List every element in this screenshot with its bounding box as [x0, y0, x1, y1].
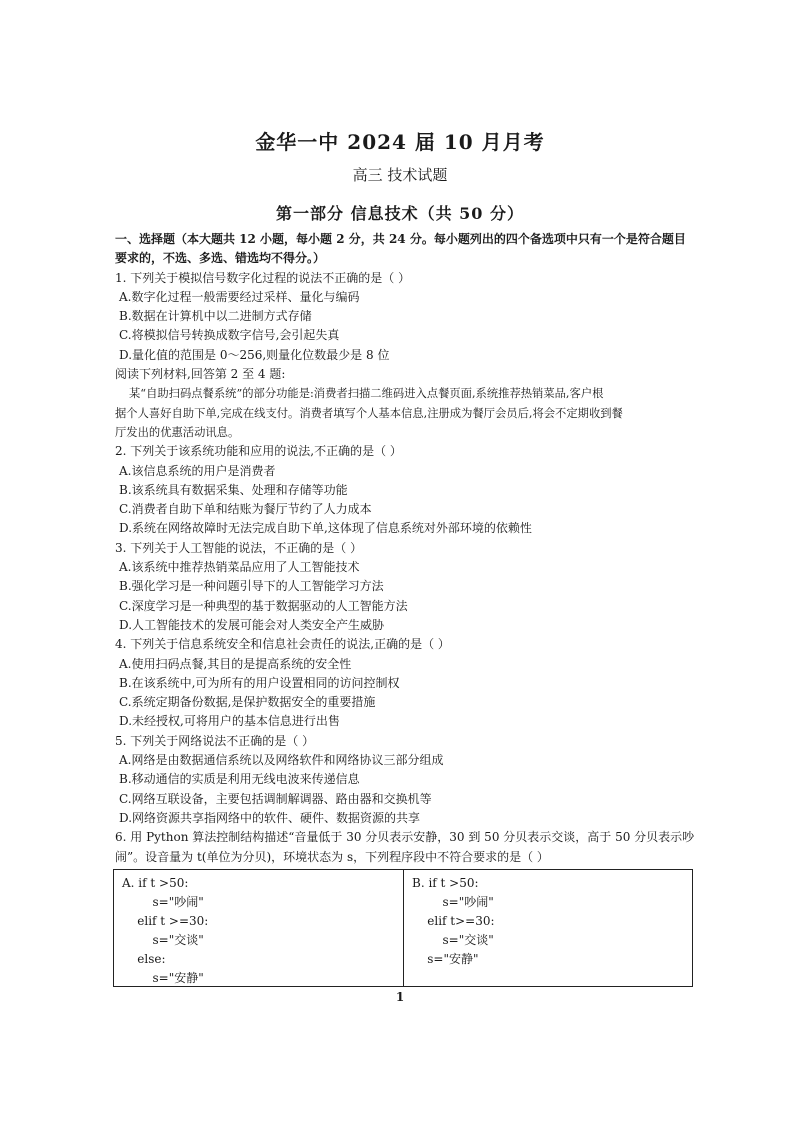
q1-option-a: A.数字化过程一般需要经过采样、量化与编码	[119, 289, 360, 304]
q4-option-c: C.系统定期备份数据,是保护数据安全的重要措施	[119, 695, 376, 710]
q5-stem: 5. 下列关于网络说法不正确的是（ ）	[115, 733, 315, 748]
reading-material-line1: 某“自助扫码点餐系统”的部分功能是:消费者扫描二维码进入点餐页面,系统推荐热销菜品,客户根	[129, 387, 604, 401]
q5-option-d: D.网络资源共享指网络中的软件、硬件、数据资源的共享	[119, 810, 421, 825]
q2-option-a: A.该信息系统的用户是消费者	[119, 463, 276, 478]
q1-option-c: C.将模拟信号转换成数字信号,会引起失真	[119, 328, 340, 343]
q3-option-a: A.该系统中推荐热销菜品应用了人工智能技术	[119, 560, 360, 575]
exam-subtitle: 高三 技术试题	[352, 166, 448, 184]
q5-option-a: A.网络是由数据通信系统以及网络软件和网络协议三部分组成	[119, 753, 444, 768]
q5-option-b: B.移动通信的实质是利用无线电波来传递信息	[119, 772, 360, 787]
q4-option-d: D.未经授权,可将用户的基本信息进行出售	[119, 714, 340, 729]
code-line: s="安静"	[122, 971, 204, 985]
q1-stem: 1. 下列关于模拟信号数字化过程的说法不正确的是（ ）	[115, 270, 411, 285]
code-line: s="吵闹"	[122, 895, 204, 909]
question-body	[115, 230, 695, 867]
code-line: A. if t >50:	[122, 876, 189, 890]
q2-stem: 2. 下列关于该系统功能和应用的说法,不正确的是（ ）	[115, 444, 402, 459]
reading-intro: 阅读下列材料,回答第 2 至 4 题:	[115, 367, 286, 382]
q5-option-c: C.网络互联设备，主要包括调制解调器、路由器和交换机等	[119, 791, 432, 806]
code-line: s="吵闹"	[412, 895, 494, 909]
exam-title: 金华一中 2024 届 10 月月考	[255, 130, 545, 154]
q3-stem: 3. 下列关于人工智能的说法，不正确的是（ ）	[115, 540, 363, 555]
q3-option-d: D.人工智能技术的发展可能会对人类安全产生威胁	[119, 617, 385, 632]
code-line: B. if t >50:	[412, 876, 479, 890]
q4-option-a: A.使用扫码点餐,其目的是提高系统的安全性	[119, 656, 352, 671]
code-line: elif t>=30:	[412, 914, 495, 928]
code-line: s="安静"	[412, 952, 479, 966]
page-number: 1	[395, 990, 405, 1004]
section-heading-line1: 一、选择题（本大题共 12 小题，每小题 2 分，共 24 分。每小题列出的四个备选项中只有一个是符合题目	[115, 232, 686, 246]
part-heading: 第一部分 信息技术（共 50 分）	[276, 204, 524, 223]
q3-option-c: C.深度学习是一种典型的基于数据驱动的人工智能方法	[119, 598, 408, 613]
q6-option-a-code	[114, 870, 403, 986]
q6-option-b-code	[403, 870, 692, 986]
code-line: s="交谈"	[412, 933, 494, 947]
code-line: elif t >=30:	[122, 914, 209, 928]
q4-stem: 4. 下列关于信息系统安全和信息社会责任的说法,正确的是（ ）	[115, 637, 450, 652]
q1-option-b: B.数据在计算机中以二进制方式存储	[119, 309, 312, 324]
q1-option-d: D.量化值的范围是 0～256,则量化位数最少是 8 位	[119, 347, 390, 362]
q4-option-b: B.在该系统中,可为所有的用户设置相同的访问控制权	[119, 675, 400, 690]
section-heading-line2: 要求的，不选、多选、错选均不得分。）	[115, 251, 326, 266]
code-line: else:	[122, 952, 166, 966]
q2-option-d: D.系统在网络故障时无法完成自助下单,这体现了信息系统对外部环境的依赖性	[119, 521, 532, 536]
reading-material-line2: 据个人喜好自助下单,完成在线支付。消费者填写个人基本信息,注册成为餐厅会员后,将会不定期收到餐	[115, 406, 623, 420]
code-line: s="交谈"	[122, 933, 204, 947]
q2-option-c: C.消费者自助下单和结账为餐厅节约了人力成本	[119, 502, 372, 517]
q6-stem-line2: 闹”。设音量为 t(单位为分贝)，环境状态为 s，下列程序段中不符合要求的是（ ）	[115, 849, 549, 864]
q2-option-b: B.该系统具有数据采集、处理和存储等功能	[119, 482, 348, 497]
q3-option-b: B.强化学习是一种问题引导下的人工智能学习方法	[119, 579, 384, 594]
reading-material-line3: 厅发出的优惠活动讯息。	[115, 425, 240, 439]
q6-code-options	[113, 869, 693, 987]
q6-stem-line1: 6. 用 Python 算法控制结构描述“音量低于 30 分贝表示安静，30 到 50 分贝表示交谈，高于 50 分贝表示吵	[115, 830, 695, 845]
